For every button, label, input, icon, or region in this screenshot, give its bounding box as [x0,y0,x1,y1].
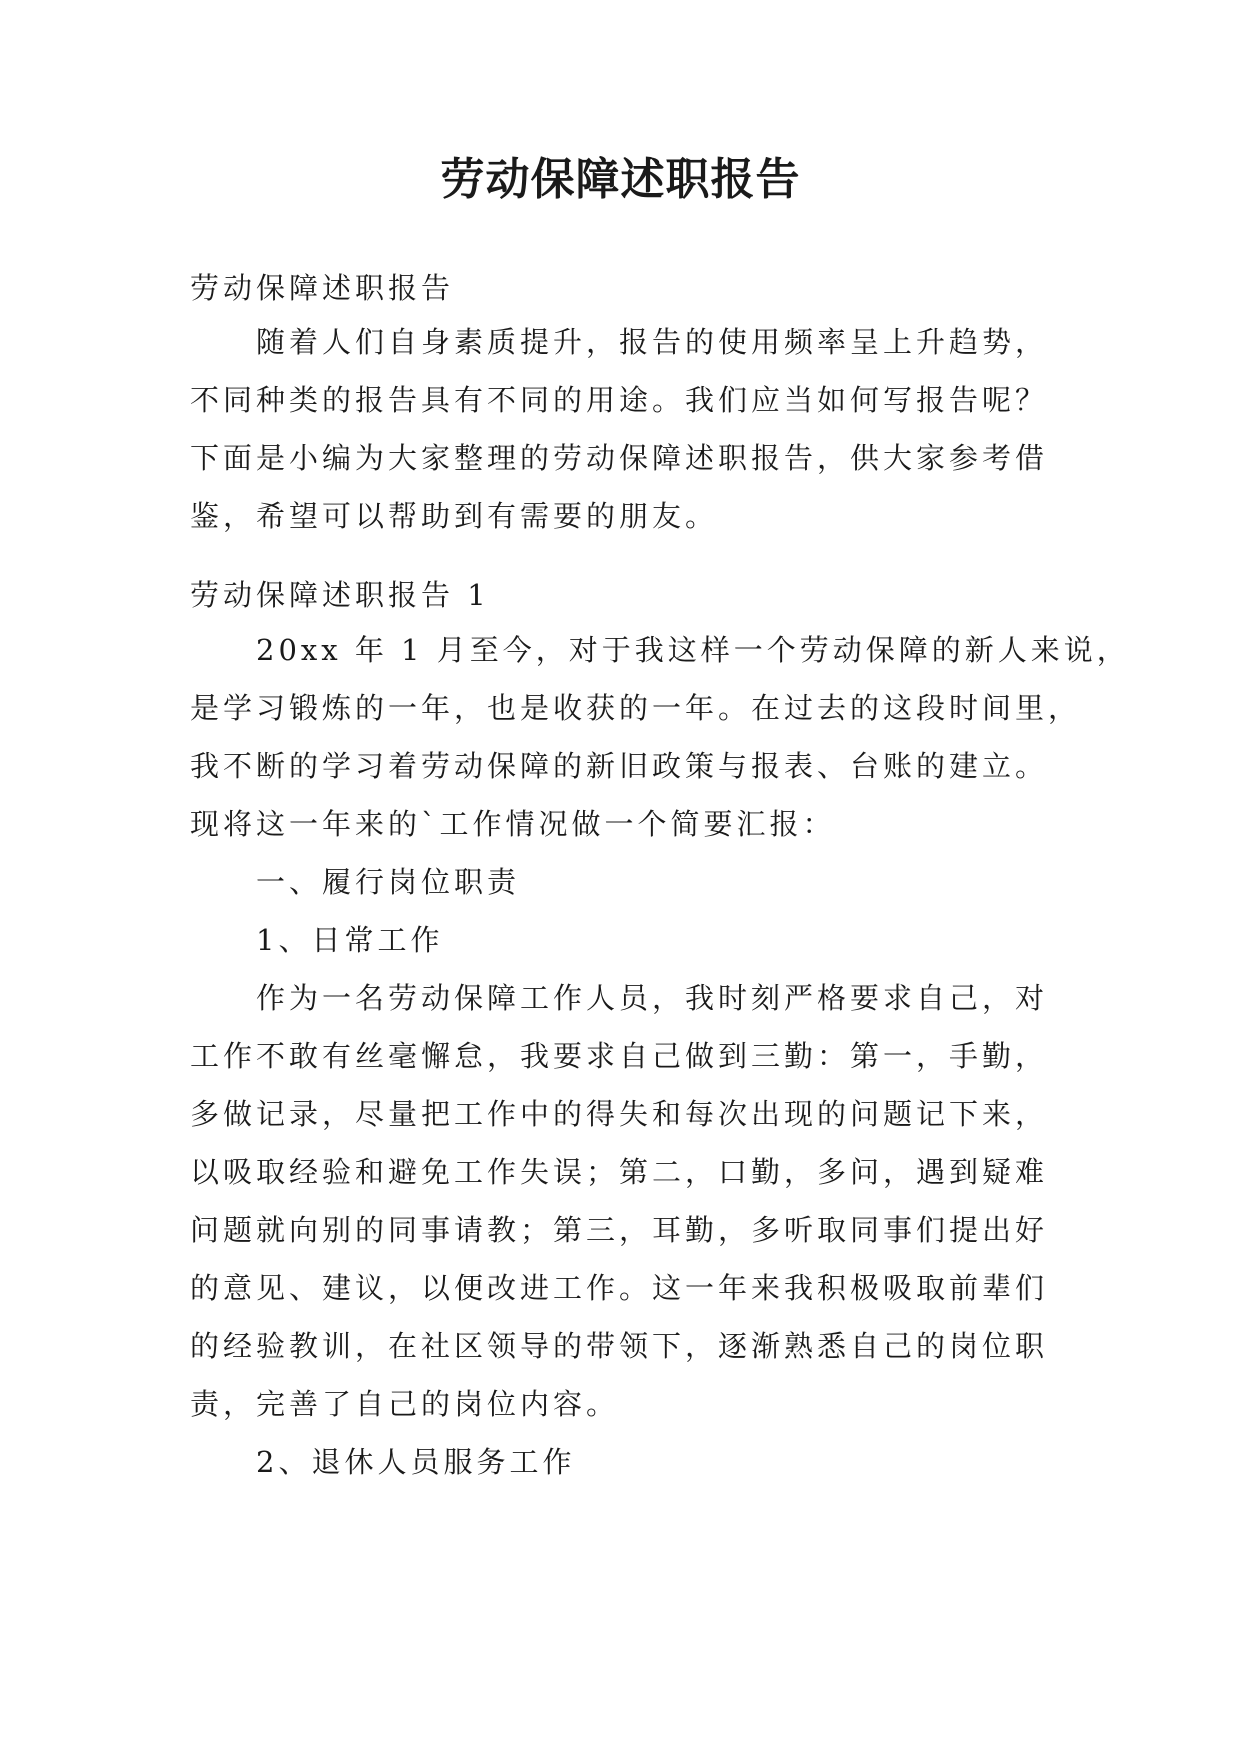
section1-intro-paragraph [190,621,1130,853]
document-title: 劳动保障述职报告 [440,154,801,205]
document-subtitle: 劳动保障述职报告 [190,271,455,305]
intro-line: 鉴，希望可以帮助到有需要的朋友。 [190,499,719,533]
daily-work-line: 的意见、建议，以便改进工作。这一年来我积极吸取前辈们 [190,1271,1049,1305]
section1-intro-line: 20xx 年 1 月至今，对于我这样一个劳动保障的新人来说， [256,633,1130,667]
section1-intro-line: 现将这一年来的`工作情况做一个简要汇报： [190,807,836,841]
daily-work-line: 工作不敢有丝毫懈怠，我要求自己做到三勤：第一，手勤， [190,1039,1049,1073]
intro-line: 不同种类的报告具有不同的用途。我们应当如何写报告呢？ [190,383,1049,417]
section1-heading: 劳动保障述职报告 1 [190,578,490,612]
heading-duty: 一、履行岗位职责 [256,865,521,899]
daily-work-line: 的经验教训，在社区领导的带领下，逐渐熟悉自己的岗位职 [190,1329,1049,1363]
heading-retiree-service: 2、退休人员服务工作 [256,1445,576,1479]
section1-intro-line: 我不断的学习着劳动保障的新旧政策与报表、台账的建立。 [190,749,1049,783]
daily-work-line: 问题就向别的同事请教；第三，耳勤，多听取同事们提出好 [190,1213,1049,1247]
intro-line: 下面是小编为大家整理的劳动保障述职报告，供大家参考借 [190,441,1049,475]
intro-paragraph [190,313,1070,545]
daily-work-line: 多做记录，尽量把工作中的得失和每次出现的问题记下来， [190,1097,1049,1131]
intro-line: 随着人们自身素质提升，报告的使用频率呈上升趋势， [256,325,1049,359]
daily-work-line: 作为一名劳动保障工作人员，我时刻严格要求自己，对 [256,981,1049,1015]
daily-work-line: 责，完善了自己的岗位内容。 [190,1387,620,1421]
daily-work-paragraph [190,969,1070,1433]
heading-daily-work: 1、日常工作 [256,923,444,957]
section1-intro-line: 是学习锻炼的一年，也是收获的一年。在过去的这段时间里， [190,691,1082,725]
daily-work-line: 以吸取经验和避免工作失误；第二，口勤，多问，遇到疑难 [190,1155,1049,1189]
